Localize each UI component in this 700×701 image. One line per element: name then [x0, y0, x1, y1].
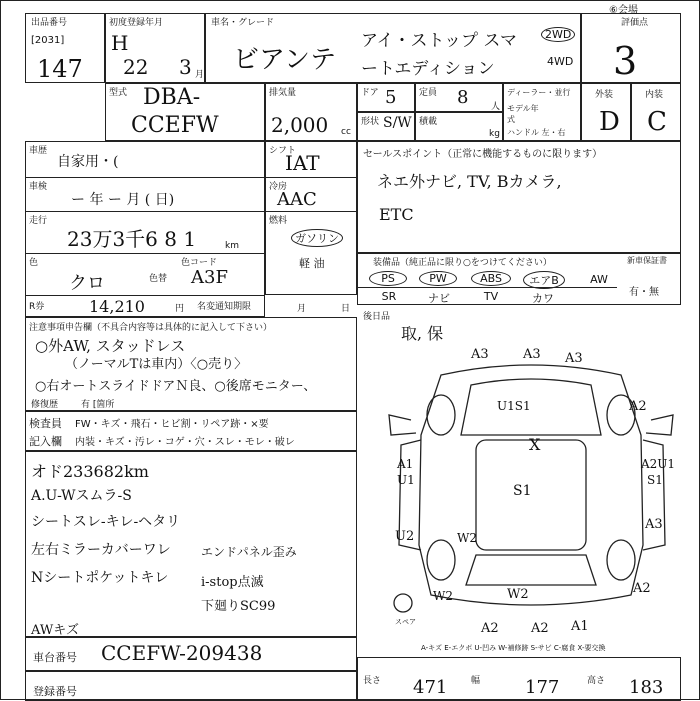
tax-label: 名変通知期限 [197, 302, 252, 312]
lot-label: 出品番号 [31, 18, 68, 28]
score: 3 [613, 39, 638, 83]
mark-4: U1S1 [497, 399, 531, 413]
mark-20: A1 [571, 619, 589, 634]
mark-5: A2 [629, 399, 647, 414]
remark-5: Nシートポケットキレ [31, 570, 169, 586]
fuel-alt: 軽 油 [299, 257, 325, 270]
recycle: 14,210 [89, 297, 145, 316]
remark-1: オド233682km [31, 462, 149, 481]
mileage: 23万3千6 8 1 [67, 227, 197, 251]
equip-leather: カワ [532, 292, 554, 305]
capacity-label: 定員 [419, 88, 438, 98]
equip-navi: ナビ [428, 292, 450, 305]
usage-label: 車歴 [29, 146, 48, 156]
color-no-sub: 色コード [181, 258, 218, 268]
length: 471 [413, 677, 448, 698]
car-name: ビアンテ [233, 45, 336, 75]
mileage-unit: km [225, 241, 239, 251]
remark-aw: AWキズ [31, 623, 79, 638]
mark-9: A2U1 [641, 457, 676, 471]
lot-number: 147 [37, 55, 83, 83]
first-reg-label: 初度登録年月 [109, 18, 164, 28]
handle-label: ハンドル 左・右 [507, 128, 566, 137]
shift: IAT [285, 151, 320, 175]
notes-line1: ○外AW, スタッドレス [35, 337, 186, 355]
spare-label: スペア [395, 618, 416, 626]
height-label: 高さ [587, 676, 606, 686]
mark-1: A3 [471, 347, 489, 362]
notes-label: 注意事項申告欄（不具合内容等は具体的に記入して下さい） [29, 323, 273, 333]
era: H [111, 31, 129, 55]
color: クロ [69, 273, 105, 294]
sales-label: セールスポイント（正常に機能するものに限ります） [363, 149, 603, 160]
equip-ps: PS [369, 271, 407, 286]
color-label: 色 [29, 258, 39, 268]
mark-8: U1 [397, 473, 415, 487]
month: 3 [179, 55, 192, 79]
interior-label: 内装 [645, 90, 664, 100]
equip-airbag: エアB [523, 271, 565, 289]
shape: S/W [383, 115, 412, 131]
inspection-label: 車検 [29, 182, 48, 192]
score-label: 評価点 [621, 18, 649, 28]
rear-seat-label: 後日品 [363, 312, 391, 322]
mark-7: A1 [397, 457, 414, 471]
grade: アイ・ストップ スマートエディション [361, 31, 518, 79]
lot-sub: [2031] [31, 35, 65, 46]
mark-6: X [529, 435, 541, 454]
history-value: 有 [箇所 [81, 400, 115, 410]
shape-label: 形状 [361, 117, 380, 127]
ac: AAC [277, 189, 317, 210]
new-car-label: 新車保証書 [627, 256, 667, 265]
equipment-label: 装備品（純正品に限り○をつけてください） [373, 258, 552, 268]
month-unit: 月 [195, 70, 205, 80]
equip-tv: TV [483, 290, 499, 303]
ac-label: 冷房 [269, 182, 288, 192]
remark-7: i-stop点滅 [201, 575, 264, 590]
mark-15: W2 [507, 587, 529, 602]
height: 183 [629, 677, 664, 698]
year: 22 [123, 55, 149, 79]
new-car-value: 有・無 [629, 287, 659, 298]
tax-month: 月 [297, 304, 307, 314]
mark-19: A2 [531, 621, 549, 636]
length-label: 長さ [363, 676, 382, 686]
chassis-value: CCEFW-209438 [101, 641, 263, 665]
chassis-label: 車台番号 [33, 651, 77, 664]
usage: 自家用・( [57, 154, 119, 170]
shift-label: シフト [269, 146, 297, 156]
car-name-label: 車名・グレード [211, 18, 275, 28]
tax-day: 日 [341, 304, 351, 314]
displacement: 2,000 [271, 113, 329, 137]
recycle-label: R券 [29, 302, 45, 312]
color-code: A3F [191, 267, 228, 288]
displacement-unit: cc [341, 127, 351, 137]
capacity-unit: 人 [491, 102, 501, 112]
inspector-row1: FW・キズ・飛石・ヒビ割・リペア跡・×要 [75, 419, 269, 430]
remark-2: A.U-Wスムラ-S [31, 488, 132, 504]
diagram-legend: A-キズ E-エクボ U-凹み W-補修跡 S-サビ C-腐食 X-要交換 [421, 644, 606, 652]
drive-2wd: 2WD [541, 27, 575, 42]
equip-aw: AW [590, 273, 608, 286]
equip-pw: PW [419, 271, 457, 286]
notes-line2: （ノーマルTは車内）〈○売り〉 [65, 357, 248, 372]
rear-seat-value: 取, 保 [401, 324, 444, 343]
reg-label: 登録番号 [33, 685, 77, 698]
load-label: 積載 [419, 117, 438, 127]
exterior-grade: D [599, 107, 620, 137]
mark-10: S1 [513, 483, 532, 499]
color-no-label: 色替 [149, 274, 168, 284]
mileage-label: 走行 [29, 216, 48, 226]
dealer-label: ディーラー・並行 [507, 88, 571, 97]
remark-6: エンドパネル歪み [201, 545, 297, 559]
drive-4wd: 4WD [547, 55, 574, 68]
top-right-note: ⑥会場 [609, 5, 638, 16]
remark-8: 下廻りSC99 [201, 599, 276, 614]
remark-4: 左右ミラーカバーワレ [31, 542, 171, 558]
model-prefix: DBA- [143, 85, 201, 110]
mark-12: U2 [395, 529, 415, 544]
remark-3: シートスレ-キレ-ヘタリ [31, 514, 181, 530]
inspection: ー 年 ー 月 ( 日) [71, 192, 175, 208]
model-year-label: モデル年式 [507, 104, 539, 124]
history-label: 修復歴 [31, 400, 59, 410]
mark-16: A2 [633, 581, 651, 596]
model-code: CCEFW [131, 113, 219, 138]
sales-line1: ネエ外ナビ, TV, Bカメラ, [377, 172, 562, 191]
equip-abs: ABS [471, 271, 511, 286]
equip-sr: SR [381, 290, 397, 303]
sales-line2: ETC [379, 205, 414, 224]
mark-18: A2 [481, 621, 499, 636]
width: 177 [525, 677, 560, 698]
model-label: 型式 [109, 88, 128, 98]
inspector-label1: 検査員 [29, 417, 62, 430]
mark-3: A3 [565, 351, 583, 366]
width-label: 幅 [471, 676, 481, 686]
doors-label: ドア [361, 88, 379, 98]
notes-line3: ○右オートスライドドアＮ良、○後席モニター、 [35, 379, 317, 394]
inspector-row2: 内装・キズ・汚レ・コゲ・穴・スレ・モレ・破レ [75, 437, 295, 448]
mark-14: A3 [645, 517, 663, 532]
recycle-unit: 円 [175, 304, 185, 314]
mark-13: W2 [457, 531, 477, 545]
doors: 5 [385, 87, 397, 108]
mark-17: W2 [433, 589, 453, 603]
fuel: ガソリン [291, 229, 343, 247]
displacement-label: 排気量 [269, 88, 297, 98]
mark-11: S1 [647, 473, 663, 487]
load-unit: kg [489, 129, 500, 139]
capacity: 8 [457, 87, 469, 108]
mark-2: A3 [523, 347, 541, 362]
exterior-label: 外装 [595, 90, 614, 100]
interior-grade: C [647, 107, 667, 137]
inspector-label2: 記入欄 [29, 435, 62, 448]
fuel-label: 燃料 [269, 216, 288, 226]
